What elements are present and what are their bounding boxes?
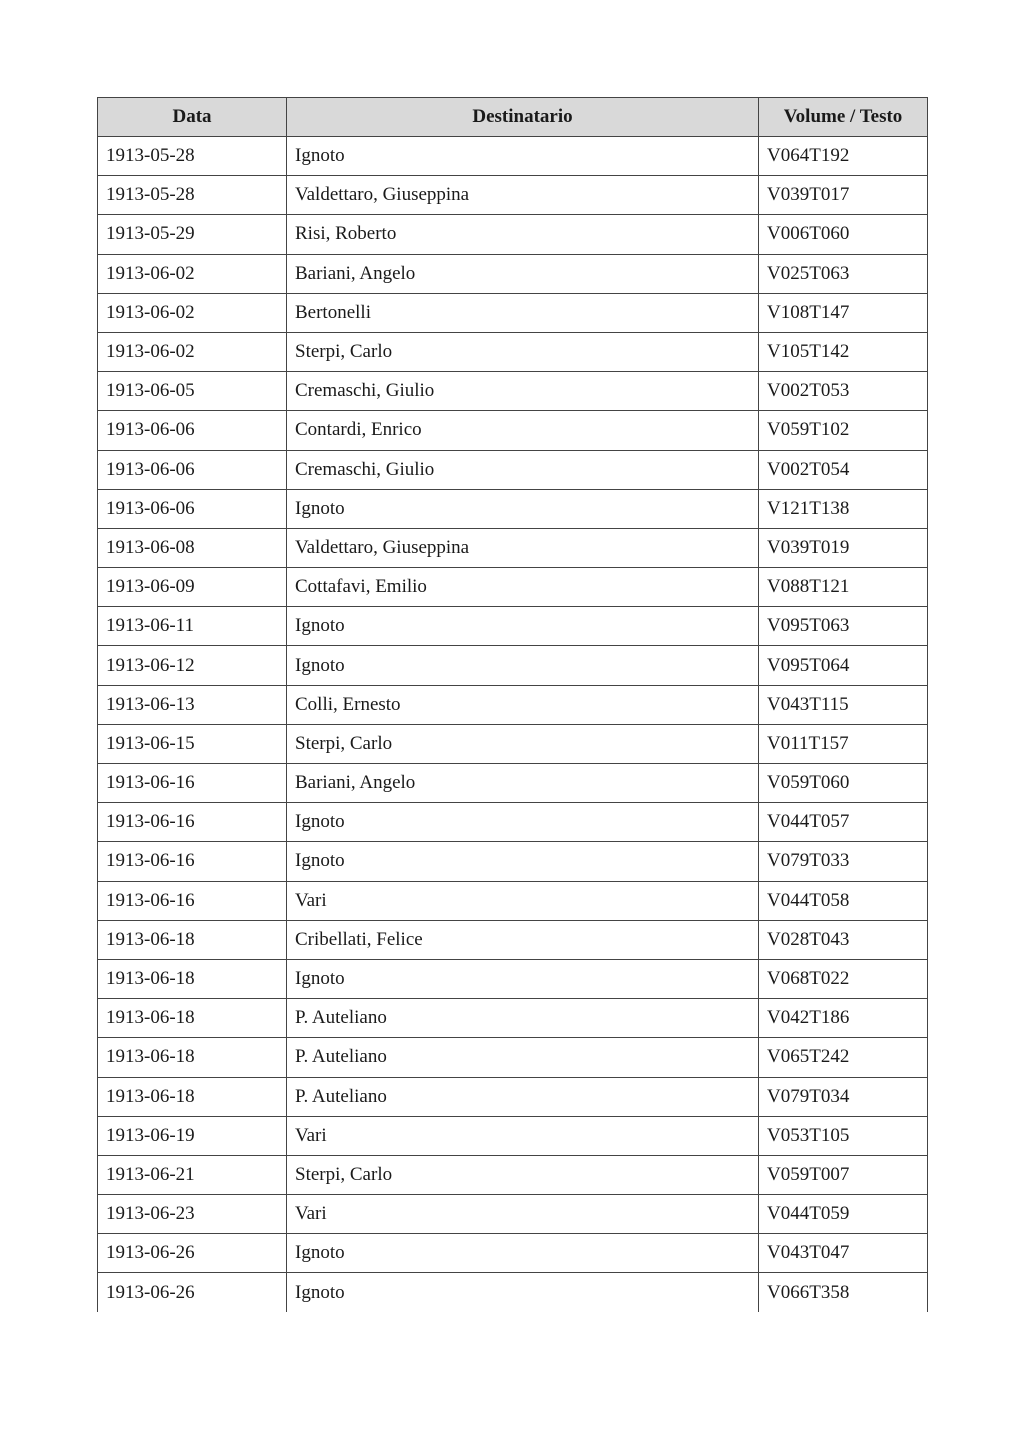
cell-recipient: Vari <box>287 1116 759 1155</box>
cell-volume: V002T053 <box>759 372 928 411</box>
cell-volume: V079T033 <box>759 842 928 881</box>
cell-volume: V042T186 <box>759 999 928 1038</box>
letters-table <box>97 97 928 1312</box>
cell-recipient: Ignoto <box>287 489 759 528</box>
cell-volume: V039T019 <box>759 528 928 567</box>
cell-date: 1913-06-11 <box>98 607 287 646</box>
cell-volume: V002T054 <box>759 450 928 489</box>
cell-date: 1913-06-13 <box>98 685 287 724</box>
cell-recipient: Vari <box>287 1195 759 1234</box>
table-row <box>98 1116 928 1155</box>
table-row <box>98 1155 928 1194</box>
table-row <box>98 1195 928 1234</box>
table-header <box>98 98 928 137</box>
cell-date: 1913-06-16 <box>98 842 287 881</box>
cell-volume: V028T043 <box>759 920 928 959</box>
cell-volume: V095T063 <box>759 607 928 646</box>
cell-volume: V039T017 <box>759 176 928 215</box>
cell-date: 1913-06-26 <box>98 1234 287 1273</box>
cell-date: 1913-06-02 <box>98 254 287 293</box>
table-row <box>98 176 928 215</box>
table-row <box>98 881 928 920</box>
cell-recipient: P. Auteliano <box>287 1077 759 1116</box>
cell-volume: V065T242 <box>759 1038 928 1077</box>
cell-date: 1913-06-18 <box>98 999 287 1038</box>
cell-date: 1913-06-12 <box>98 646 287 685</box>
table-row <box>98 254 928 293</box>
cell-volume: V066T358 <box>759 1273 928 1312</box>
cell-date: 1913-06-26 <box>98 1273 287 1312</box>
cell-volume: V108T147 <box>759 293 928 332</box>
cell-volume: V088T121 <box>759 568 928 607</box>
cell-volume: V121T138 <box>759 489 928 528</box>
cell-recipient: Ignoto <box>287 646 759 685</box>
cell-volume: V105T142 <box>759 332 928 371</box>
cell-date: 1913-06-06 <box>98 450 287 489</box>
cell-recipient: Vari <box>287 881 759 920</box>
cell-recipient: Risi, Roberto <box>287 215 759 254</box>
cell-recipient: P. Auteliano <box>287 1038 759 1077</box>
table-row <box>98 293 928 332</box>
table-row <box>98 568 928 607</box>
cell-recipient: Cribellati, Felice <box>287 920 759 959</box>
table-row <box>98 332 928 371</box>
cell-volume: V043T115 <box>759 685 928 724</box>
table-row <box>98 137 928 176</box>
cell-recipient: Bertonelli <box>287 293 759 332</box>
cell-recipient: Valdettaro, Giuseppina <box>287 176 759 215</box>
cell-recipient: Cremaschi, Giulio <box>287 372 759 411</box>
cell-recipient: Sterpi, Carlo <box>287 724 759 763</box>
table-row <box>98 1273 928 1312</box>
cell-volume: V068T022 <box>759 959 928 998</box>
cell-volume: V025T063 <box>759 254 928 293</box>
table-row <box>98 1038 928 1077</box>
header-row <box>98 98 928 137</box>
cell-date: 1913-06-18 <box>98 959 287 998</box>
cell-date: 1913-06-16 <box>98 764 287 803</box>
header-date: Data <box>98 98 287 137</box>
table-row <box>98 646 928 685</box>
cell-volume: V044T057 <box>759 803 928 842</box>
header-volume: Volume / Testo <box>759 98 928 137</box>
cell-date: 1913-06-18 <box>98 1077 287 1116</box>
cell-date: 1913-06-16 <box>98 881 287 920</box>
cell-date: 1913-06-06 <box>98 489 287 528</box>
table-row <box>98 1077 928 1116</box>
cell-date: 1913-05-28 <box>98 137 287 176</box>
cell-volume: V044T059 <box>759 1195 928 1234</box>
cell-date: 1913-06-23 <box>98 1195 287 1234</box>
cell-date: 1913-06-19 <box>98 1116 287 1155</box>
table-row <box>98 803 928 842</box>
cell-volume: V079T034 <box>759 1077 928 1116</box>
cell-volume: V006T060 <box>759 215 928 254</box>
cell-recipient: Contardi, Enrico <box>287 411 759 450</box>
table-row <box>98 724 928 763</box>
cell-recipient: Sterpi, Carlo <box>287 1155 759 1194</box>
cell-volume: V059T102 <box>759 411 928 450</box>
cell-recipient: Colli, Ernesto <box>287 685 759 724</box>
cell-volume: V044T058 <box>759 881 928 920</box>
cell-recipient: Ignoto <box>287 959 759 998</box>
cell-recipient: Cremaschi, Giulio <box>287 450 759 489</box>
table-row <box>98 842 928 881</box>
cell-volume: V095T064 <box>759 646 928 685</box>
cell-date: 1913-06-18 <box>98 1038 287 1077</box>
table-row <box>98 764 928 803</box>
cell-volume: V064T192 <box>759 137 928 176</box>
cell-date: 1913-06-05 <box>98 372 287 411</box>
cell-volume: V059T007 <box>759 1155 928 1194</box>
table-body <box>98 137 928 1313</box>
table-row <box>98 489 928 528</box>
table-row <box>98 999 928 1038</box>
cell-date: 1913-05-29 <box>98 215 287 254</box>
table-row <box>98 450 928 489</box>
cell-date: 1913-06-02 <box>98 332 287 371</box>
cell-recipient: Ignoto <box>287 137 759 176</box>
cell-recipient: Ignoto <box>287 803 759 842</box>
table-row <box>98 685 928 724</box>
cell-volume: V043T047 <box>759 1234 928 1273</box>
cell-recipient: Bariani, Angelo <box>287 764 759 803</box>
table-row <box>98 607 928 646</box>
table-row <box>98 372 928 411</box>
cell-volume: V011T157 <box>759 724 928 763</box>
table-row <box>98 411 928 450</box>
cell-volume: V053T105 <box>759 1116 928 1155</box>
table-row <box>98 959 928 998</box>
table-row <box>98 920 928 959</box>
cell-date: 1913-06-06 <box>98 411 287 450</box>
header-recipient: Destinatario <box>287 98 759 137</box>
cell-date: 1913-06-09 <box>98 568 287 607</box>
cell-recipient: Ignoto <box>287 842 759 881</box>
cell-recipient: Sterpi, Carlo <box>287 332 759 371</box>
cell-date: 1913-06-02 <box>98 293 287 332</box>
cell-date: 1913-06-08 <box>98 528 287 567</box>
cell-recipient: Bariani, Angelo <box>287 254 759 293</box>
cell-recipient: P. Auteliano <box>287 999 759 1038</box>
cell-date: 1913-06-21 <box>98 1155 287 1194</box>
cell-recipient: Cottafavi, Emilio <box>287 568 759 607</box>
table-row <box>98 215 928 254</box>
cell-recipient: Ignoto <box>287 1273 759 1312</box>
cell-volume: V059T060 <box>759 764 928 803</box>
cell-recipient: Ignoto <box>287 607 759 646</box>
cell-date: 1913-06-15 <box>98 724 287 763</box>
cell-recipient: Ignoto <box>287 1234 759 1273</box>
table-row <box>98 528 928 567</box>
cell-recipient: Valdettaro, Giuseppina <box>287 528 759 567</box>
cell-date: 1913-05-28 <box>98 176 287 215</box>
cell-date: 1913-06-18 <box>98 920 287 959</box>
table-row <box>98 1234 928 1273</box>
cell-date: 1913-06-16 <box>98 803 287 842</box>
